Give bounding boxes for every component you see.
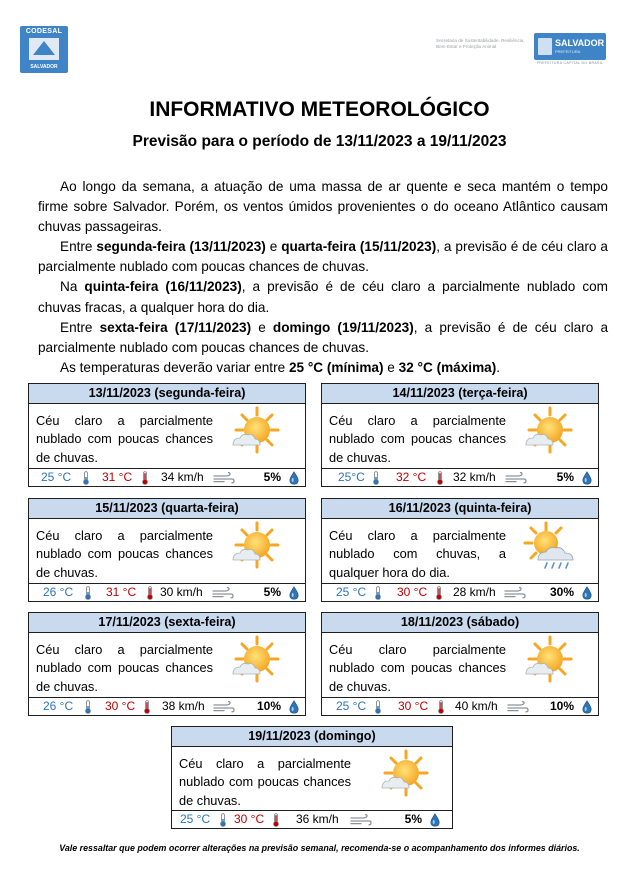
rain-chance: 30% [549,585,574,599]
sun-icon [376,748,432,800]
thermometer-cold-icon [84,586,92,600]
wind-icon [212,587,234,599]
intro-paragraph-3: Na quinta-feira (16/11/2023), a previsão é de céu claro a parcialmente nublado com chuvas fracas, a qualquer hora do dia. [38,279,608,315]
sun-icon [520,634,576,686]
thermometer-cold-icon [219,813,227,827]
wind-speed: 36 km/h [296,812,339,826]
sun-icon [227,520,283,572]
forecast-footer [29,697,305,715]
thermometer-hot-icon [146,586,154,600]
forecast-date: 18/11/2023 (sábado) [322,613,598,633]
forecast-card-saturday [321,612,599,716]
rain-chance: 10% [549,699,574,713]
sun-icon [227,405,283,457]
page-subtitle: Previsão para o período de 13/11/2023 a 19/11/2023 [132,133,507,150]
raindrop-icon [289,700,299,714]
salvador-logo [534,33,606,60]
thermometer-cold-icon [372,471,380,485]
forecast-date: 15/11/2023 (quarta-feira) [29,499,305,519]
thermometer-hot-icon [436,471,444,485]
max-temperature: 31 °C [106,585,137,599]
rain-chance: 5% [263,470,281,484]
raindrop-icon [582,700,592,714]
max-temperature: 30 °C [105,699,136,713]
codesal-logo-label: CODESAL [25,28,63,35]
forecast-description: Céu claro parcialmente nublado com poucas chances de chuvas. [329,642,506,694]
min-temperature: 25 °C [180,812,211,826]
min-temperature: 25 °C [336,585,367,599]
forecast-card-monday [28,383,306,487]
raindrop-icon [582,586,592,600]
codesal-logo-sub: SALVADOR [30,64,58,70]
rain-chance: 5% [263,585,281,599]
sun-icon [227,634,283,686]
forecast-description: Céu claro a parcialmente nublado com poucas chances de chuvas. [179,756,351,808]
wind-icon [213,701,235,713]
salvador-logo-caption: PREFEITURA CAPITAL DO BRASIL [536,61,604,65]
min-temperature: 25 °C [336,699,367,713]
wind-icon [504,587,526,599]
forecast-card-friday [28,612,306,716]
raindrop-icon [430,813,440,827]
salvador-logo-name: SALVADOR [555,38,605,48]
forecast-card-wednesday [28,498,306,602]
thermometer-cold-icon [84,700,92,714]
wind-icon [507,701,529,713]
salvador-logo-sub: PREFEITURA [555,49,581,54]
forecast-date: 19/11/2023 (domingo) [172,727,452,747]
min-temperature: 26 °C [43,585,74,599]
forecast-description: Céu claro a parcialmente nublado com poucas chances de chuvas. [36,413,213,465]
forecast-date: 17/11/2023 (sexta-feira) [29,613,305,633]
forecast-description: Céu claro a parcialmente nublado com chuvas, a qualquer hora do dia. [329,528,506,580]
forecast-date: 13/11/2023 (segunda-feira) [29,384,305,404]
footnote: Vale ressaltar que podem ocorrer alterações na previsão semanal, recomenda-se o acompanhamento dos informes diários. [59,843,580,853]
page-title: INFORMATIVO METEOROLÓGICO [149,98,490,121]
thermometer-cold-icon [374,586,382,600]
forecast-footer [29,468,305,486]
forecast-footer [322,583,598,601]
secretaria-text: Secretaria de Sustentabilidade, Resiliência, Bem-Estar e Proteção Animal [436,38,525,49]
forecast-description: Céu claro a parcialmente nublado com poucas chances de chuvas. [329,413,506,465]
wind-icon [350,814,372,826]
intro-paragraph-1: Ao longo da semana, a atuação de uma massa de ar quente e seca mantém o tempo firme sobre Salvador. Porém, os ventos úmidos provenientes o do oceano Atlântico causam chuvas passageiras. [38,179,608,235]
min-temperature: 25°C [338,470,365,484]
forecast-footer [172,810,452,828]
wind-speed: 32 km/h [453,470,496,484]
thermometer-hot-icon [435,586,443,600]
rain-chance: 10% [256,699,281,713]
thermometer-hot-icon [143,700,151,714]
sun-rain-icon [520,520,576,572]
salvador-emblem-icon [538,38,552,55]
max-temperature: 30 °C [234,812,265,826]
forecast-date: 16/11/2023 (quinta-feira) [322,499,598,519]
raindrop-icon [289,471,299,485]
forecast-description: Céu claro a parcialmente nublado com poucas chances de chuvas. [36,642,213,694]
thermometer-hot-icon [141,471,149,485]
thermometer-hot-icon [272,813,280,827]
forecast-description: Céu claro a parcialmente nublado com poucas chances de chuvas. [36,528,213,580]
intro-paragraph-4: Entre sexta-feira (17/11/2023) e domingo (19/11/2023), a previsão é de céu claro a parcialmente nublado com poucas chances de chuvas. [38,319,609,355]
rain-chance: 5% [556,470,574,484]
forecast-card-thursday [321,498,599,602]
forecast-footer [29,583,305,601]
thermometer-cold-icon [82,471,90,485]
intro-text [38,177,608,378]
max-temperature: 30 °C [398,699,429,713]
forecast-card-tuesday [321,383,599,487]
thermometer-cold-icon [374,700,382,714]
wind-speed: 38 km/h [162,699,205,713]
rain-chance: 5% [404,812,422,826]
min-temperature: 26 °C [43,699,74,713]
wind-icon [213,472,235,484]
forecast-footer [322,468,598,486]
max-temperature: 31 °C [102,470,133,484]
max-temperature: 30 °C [397,585,428,599]
forecast-date: 14/11/2023 (terça-feira) [322,384,598,404]
forecast-card-sunday [171,726,453,829]
raindrop-icon [289,586,299,600]
sun-icon [520,405,576,457]
wind-speed: 34 km/h [161,470,204,484]
forecast-footer [322,697,598,715]
codesal-logo [20,26,68,73]
wind-icon [505,472,527,484]
max-temperature: 32 °C [396,470,427,484]
wind-speed: 28 km/h [453,585,496,599]
intro-paragraph-2: Entre segunda-feira (13/11/2023) e quarta-feira (15/11/2023), a previsão é de céu claro a parcialmente nublado com poucas chances de chuvas. [38,239,608,275]
min-temperature: 25 °C [41,470,72,484]
raindrop-icon [582,471,592,485]
wind-speed: 40 km/h [455,699,498,713]
intro-paragraph-5: As temperaturas deverão variar entre 25 °C (mínima) e 32 °C (máxima). [60,359,501,375]
codesal-emblem-icon [29,38,59,60]
wind-speed: 30 km/h [160,585,203,599]
thermometer-hot-icon [437,700,445,714]
